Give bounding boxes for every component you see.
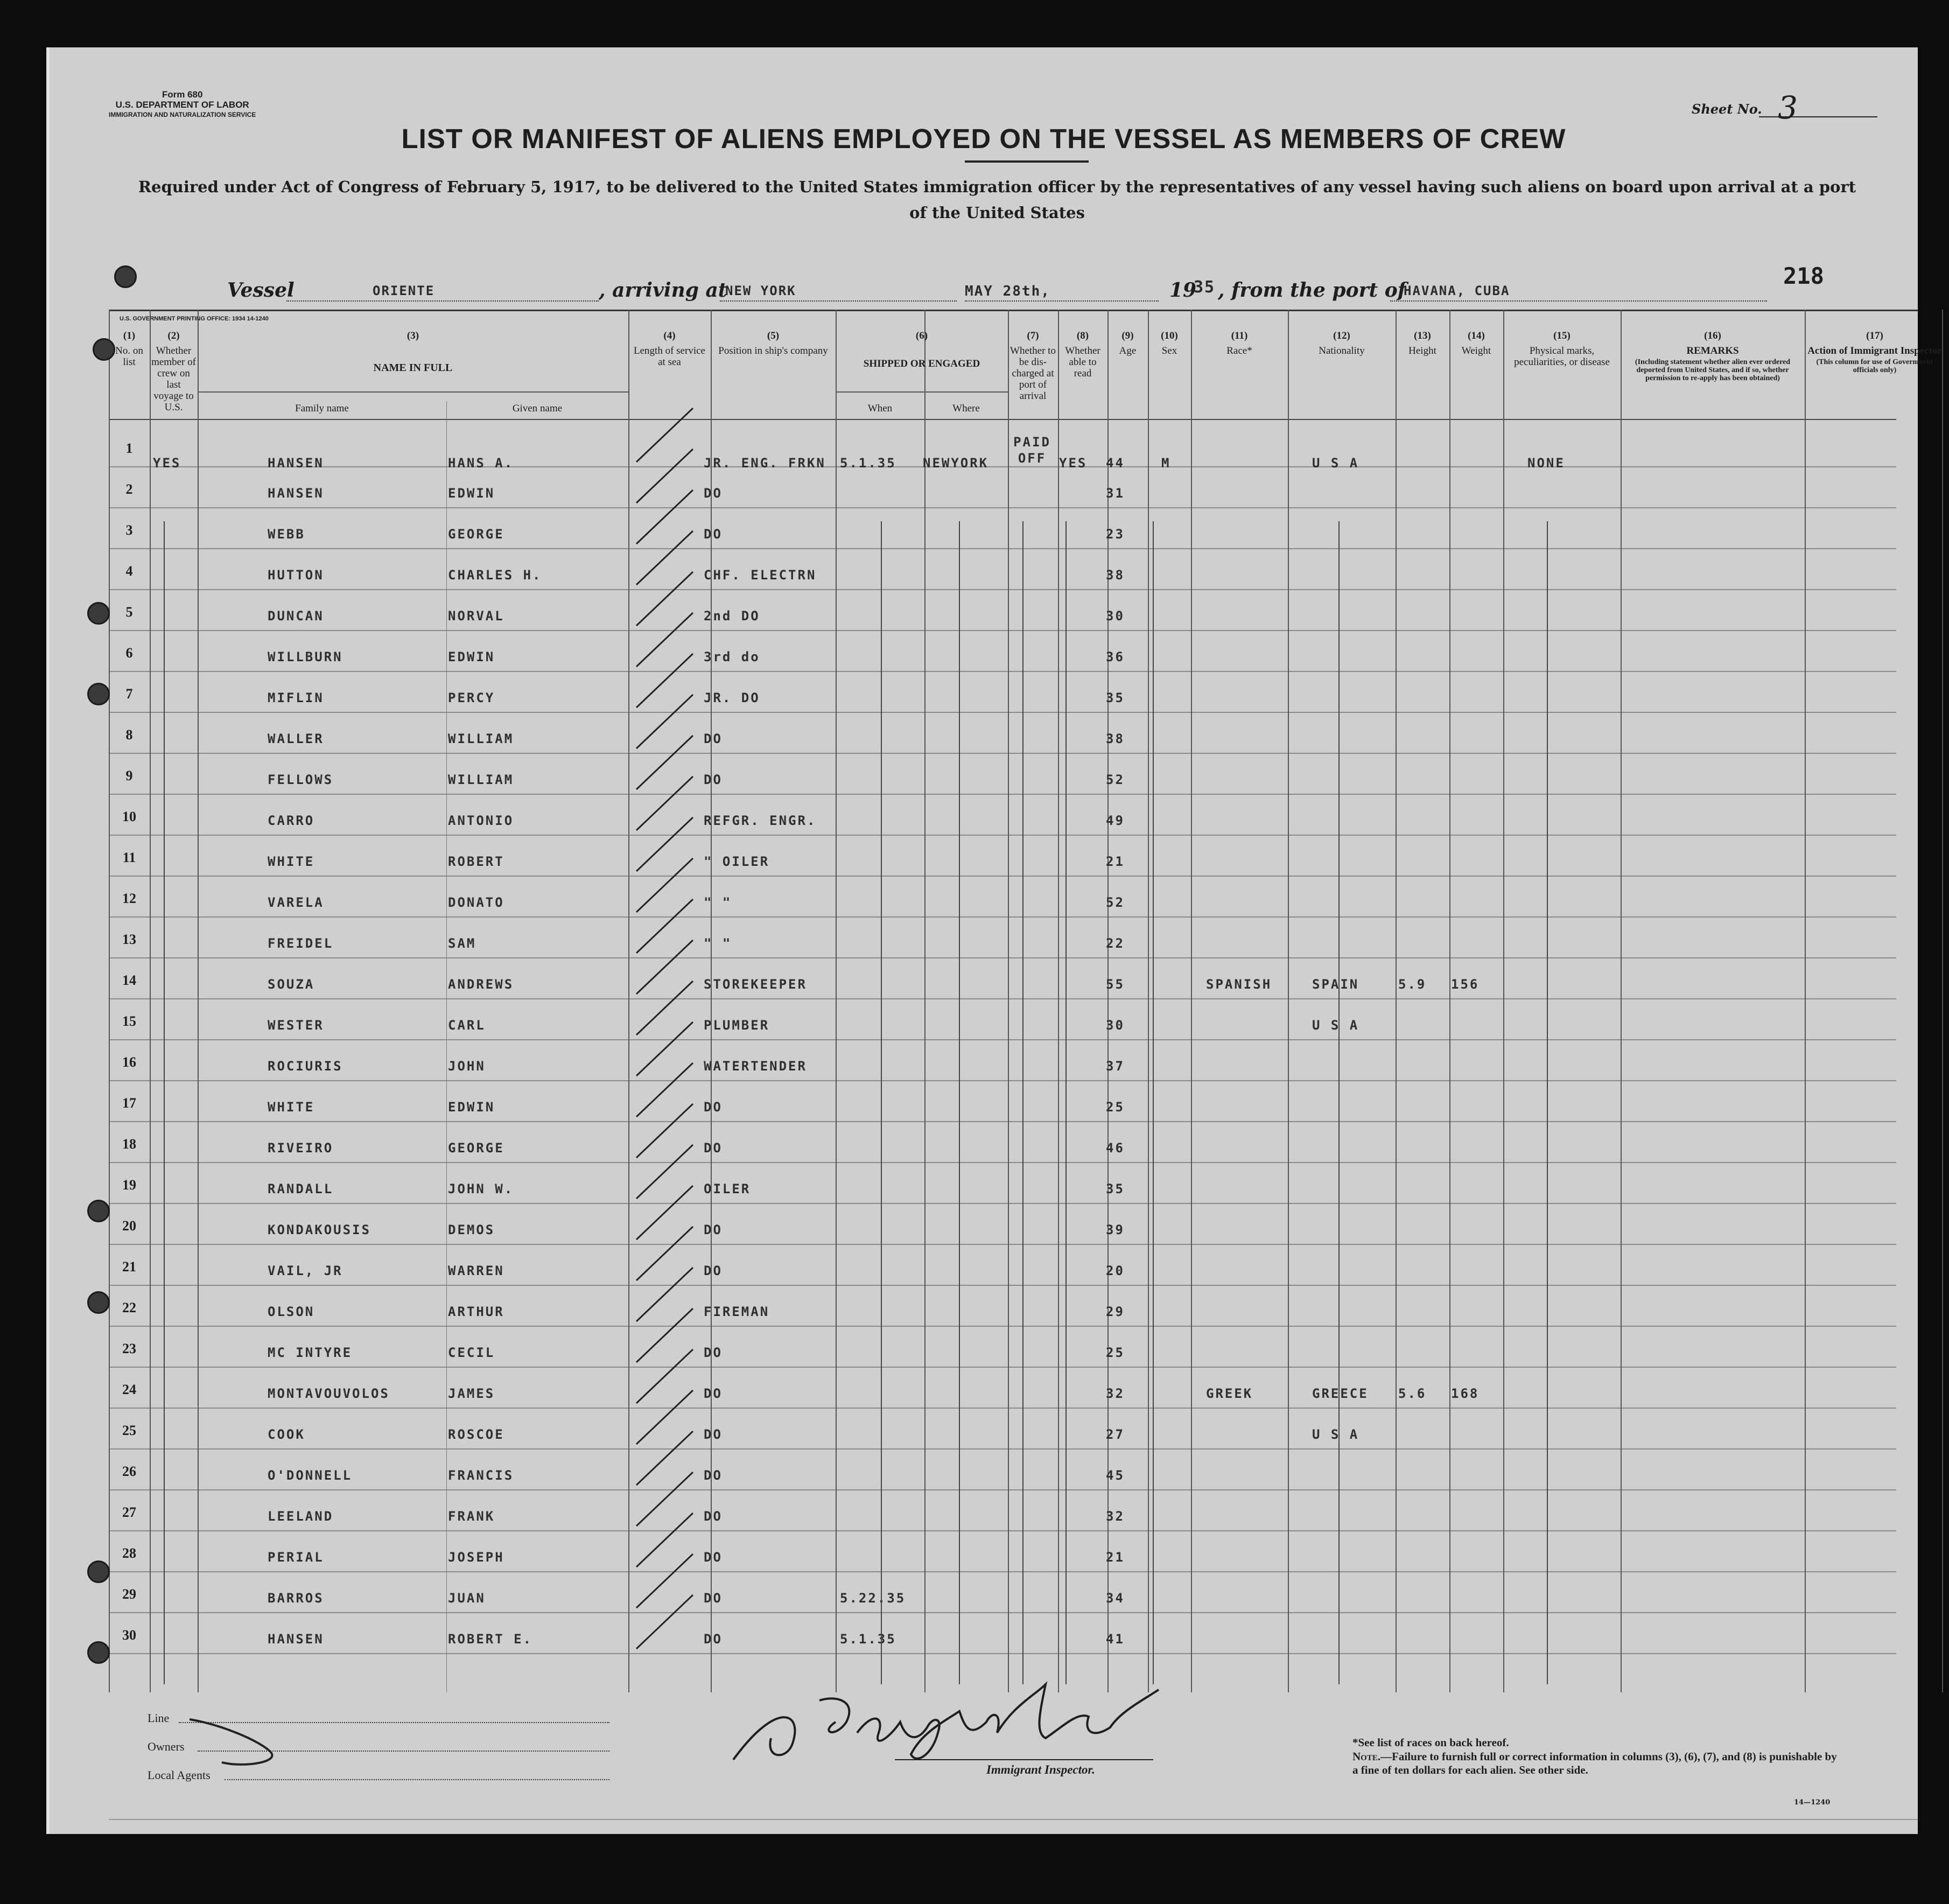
column-header-given-name: Given name xyxy=(512,403,563,414)
row-number: 7 xyxy=(125,686,133,702)
family-name: WHITE xyxy=(268,854,315,869)
column-header-when: When xyxy=(867,403,893,414)
age: 38 xyxy=(1106,731,1125,746)
table-row xyxy=(50,1136,1918,1177)
nationality: SPAIN xyxy=(1312,977,1359,992)
column-header-label: No. on list xyxy=(115,345,143,368)
table-row xyxy=(50,645,1918,686)
column-header-label: Race* xyxy=(1226,345,1252,356)
position: DO xyxy=(704,1140,723,1156)
age: 22 xyxy=(1106,936,1125,951)
form-code: 14—1240 xyxy=(1794,1798,1831,1807)
column-number: (12) xyxy=(1333,330,1350,341)
punch-hole xyxy=(87,1200,110,1222)
position: OILER xyxy=(704,1181,751,1196)
nationality: GREECE xyxy=(1312,1386,1369,1401)
from-port-label: , from the port of xyxy=(1218,279,1406,302)
crew-last-voyage: YES xyxy=(153,456,181,471)
sex: M xyxy=(1161,456,1171,471)
family-name: VARELA xyxy=(268,895,324,910)
column-number: (13) xyxy=(1414,330,1431,341)
column-header-sublabel: (This column for use of Government officials only) xyxy=(1816,358,1933,374)
age: 36 xyxy=(1106,649,1125,664)
position: DO xyxy=(704,1222,723,1237)
age: 35 xyxy=(1106,690,1125,705)
family-name: COOK xyxy=(268,1427,305,1442)
row-number: 6 xyxy=(125,645,133,661)
age: 52 xyxy=(1106,772,1125,787)
races-note: *See list of races on back hereof. xyxy=(1352,1736,1509,1749)
form-number: Form 680 xyxy=(162,89,203,100)
age: 32 xyxy=(1106,1509,1125,1524)
column-number: (5) xyxy=(767,330,780,341)
penalty-note xyxy=(1352,1750,1837,1777)
age: 29 xyxy=(1106,1304,1125,1319)
height: 5.6 xyxy=(1398,1386,1427,1401)
able-to-read: YES xyxy=(1059,456,1088,471)
age: 23 xyxy=(1106,527,1125,542)
age: 39 xyxy=(1106,1222,1125,1237)
position: JR. ENG. FRKN xyxy=(704,456,826,471)
position: DO xyxy=(704,1509,723,1524)
row-number: 1 xyxy=(125,440,133,456)
family-name: FELLOWS xyxy=(268,772,334,787)
position: STOREKEEPER xyxy=(704,977,807,992)
position: DO xyxy=(704,1345,723,1360)
family-name: BARROS xyxy=(268,1591,324,1606)
given-name: ANDREWS xyxy=(448,977,514,992)
given-name: HANS A. xyxy=(448,456,514,471)
arrival-date: MAY 28th, xyxy=(965,283,1050,299)
column-number: (16) xyxy=(1704,330,1721,341)
family-name: WALLER xyxy=(268,731,324,746)
shipped-header-rule xyxy=(836,391,1008,393)
row-number: 24 xyxy=(122,1382,136,1397)
age: 52 xyxy=(1106,895,1125,910)
position: DO xyxy=(704,1591,723,1606)
row-number: 9 xyxy=(125,768,133,783)
column-header-label: Height xyxy=(1408,345,1436,356)
family-name: LEELAND xyxy=(268,1509,334,1524)
given-name: CHARLES H. xyxy=(448,568,542,583)
age: 46 xyxy=(1106,1140,1125,1156)
row-number: 29 xyxy=(122,1586,136,1602)
position: WATERTENDER xyxy=(704,1059,807,1074)
family-name: DUNCAN xyxy=(268,608,324,624)
table-row xyxy=(50,1423,1918,1464)
sheet-number-value: 3 xyxy=(1778,89,1798,126)
shipped-when: 5.1.35 xyxy=(840,456,896,471)
family-name: WILLBURN xyxy=(268,649,343,664)
position: DO xyxy=(704,1427,723,1442)
row-number: 19 xyxy=(122,1177,136,1193)
nationality: U S A xyxy=(1312,1427,1359,1442)
given-name: DONATO xyxy=(448,895,504,910)
row-number: 26 xyxy=(122,1464,136,1479)
column-number: (17) xyxy=(1866,330,1883,341)
row-number: 14 xyxy=(122,972,136,988)
column-number: (10) xyxy=(1161,330,1178,341)
age: 27 xyxy=(1106,1427,1125,1442)
owners-label: Owners xyxy=(148,1740,185,1753)
age: 37 xyxy=(1106,1059,1125,1074)
given-name: JOSEPH xyxy=(448,1550,504,1565)
column-header-label: Weight xyxy=(1461,345,1491,356)
given-name: EDWIN xyxy=(448,649,495,664)
position: DO xyxy=(704,1550,723,1565)
punch-hole xyxy=(87,1560,110,1583)
column-header-label: Whether member of crew on last voyage to U.S. xyxy=(151,345,196,413)
shipped-when: 5.1.35 xyxy=(840,1632,896,1647)
row-number: 22 xyxy=(122,1300,136,1315)
family-name: HANSEN xyxy=(268,486,324,501)
table-row xyxy=(50,481,1918,522)
position: FIREMAN xyxy=(704,1304,770,1319)
row-number: 21 xyxy=(122,1259,136,1275)
given-name: WILLIAM xyxy=(448,772,514,787)
service-name: IMMIGRATION AND NATURALIZATION SERVICE xyxy=(109,111,256,118)
table-row xyxy=(50,563,1918,604)
table-row xyxy=(50,686,1918,727)
weight: 168 xyxy=(1451,1386,1480,1401)
column-header-shipped: SHIPPED OR ENGAGED xyxy=(863,358,980,369)
family-name: RANDALL xyxy=(268,1181,334,1196)
vessel-label: Vessel xyxy=(227,279,295,302)
column-number: (6) xyxy=(915,330,928,341)
column-header-label: Sex xyxy=(1161,345,1177,356)
family-name: HANSEN xyxy=(268,456,324,471)
owners-scribble xyxy=(179,1709,308,1773)
family-name: PERIAL xyxy=(268,1550,324,1565)
position: DO xyxy=(704,1386,723,1401)
age: 34 xyxy=(1106,1591,1125,1606)
age: 35 xyxy=(1106,1181,1125,1196)
family-name: FREIDEL xyxy=(268,936,334,951)
row-number: 10 xyxy=(122,809,136,824)
position: DO xyxy=(704,1468,723,1483)
given-name: CARL xyxy=(448,1018,486,1033)
table-row xyxy=(50,1464,1918,1504)
race: SPANISH xyxy=(1206,977,1272,992)
note-text: —Failure to furnish full or correct information in columns (3), (6), (7), and (8) is punishable by a fine of ten dollars for each alien. See other side. xyxy=(1352,1750,1837,1776)
row-number: 18 xyxy=(122,1136,136,1152)
row-number: 2 xyxy=(125,481,133,497)
local-agents-label: Local Agents xyxy=(148,1768,211,1782)
bottom-rule xyxy=(109,1819,1918,1820)
physical-marks: NONE xyxy=(1527,456,1565,471)
table-row xyxy=(50,1341,1918,1382)
note-label: Note. xyxy=(1352,1750,1381,1763)
family-name: WEBB xyxy=(268,527,305,542)
age: 41 xyxy=(1106,1632,1125,1647)
row-number: 8 xyxy=(125,727,133,743)
title-underline xyxy=(965,160,1089,163)
printer-note: U.S. GOVERNMENT PRINTING OFFICE: 1934 14-1240 xyxy=(120,316,269,322)
column-header-family-name: Family name xyxy=(295,403,349,414)
table-row xyxy=(50,1218,1918,1259)
stamped-page-number: 218 xyxy=(1783,263,1824,289)
given-name: JUAN xyxy=(448,1591,486,1606)
position: " " xyxy=(704,936,732,951)
line-label: Line xyxy=(148,1711,170,1725)
shipped-when: 5.22.35 xyxy=(840,1591,906,1606)
name-header-rule xyxy=(198,391,628,393)
punch-hole xyxy=(93,338,115,361)
position: DO xyxy=(704,1100,723,1115)
family-name: MC INTYRE xyxy=(268,1345,353,1360)
age: 31 xyxy=(1106,486,1125,501)
table-row xyxy=(50,1545,1918,1586)
position: JR. DO xyxy=(704,690,760,705)
row-number: 16 xyxy=(122,1054,136,1070)
weight: 156 xyxy=(1451,977,1480,992)
family-name: MIFLIN xyxy=(268,690,324,705)
race: GREEK xyxy=(1206,1386,1253,1401)
row-number: 27 xyxy=(122,1504,136,1520)
position: " " xyxy=(704,895,732,910)
row-number: 17 xyxy=(122,1095,136,1111)
row-number: 25 xyxy=(122,1423,136,1438)
given-name: JOHN W. xyxy=(448,1181,514,1196)
given-name: NORVAL xyxy=(448,608,504,624)
table-row xyxy=(50,932,1918,972)
age: 25 xyxy=(1106,1345,1125,1360)
table-row xyxy=(50,809,1918,850)
given-name: ROBERT xyxy=(448,854,504,869)
column-header-label: Action of Immigrant Inspector xyxy=(1807,345,1942,356)
punch-hole xyxy=(87,602,110,625)
table-row xyxy=(50,435,1918,481)
given-name: ROSCOE xyxy=(448,1427,504,1442)
age: 45 xyxy=(1106,1468,1125,1483)
age: 55 xyxy=(1106,977,1125,992)
inspector-signature xyxy=(712,1679,1196,1776)
column-header-label: REMARKS xyxy=(1686,345,1739,356)
column-number: (7) xyxy=(1027,330,1039,341)
vessel-name-line xyxy=(286,284,599,302)
given-name: JAMES xyxy=(448,1386,495,1401)
row-number: 28 xyxy=(122,1545,136,1561)
position: PLUMBER xyxy=(704,1018,770,1033)
punch-hole xyxy=(87,1291,110,1314)
sheet-number-underline xyxy=(1759,116,1877,117)
punch-hole xyxy=(87,1641,110,1664)
shipped-where: NEWYORK xyxy=(923,456,989,471)
age: 30 xyxy=(1106,1018,1125,1033)
punch-hole xyxy=(87,683,110,705)
table-row xyxy=(50,1300,1918,1341)
table-row xyxy=(50,1627,1918,1668)
position: DO xyxy=(704,731,723,746)
column-number: (4) xyxy=(663,330,676,341)
department-name: U.S. DEPARTMENT OF LABOR xyxy=(115,100,249,110)
given-name: DEMOS xyxy=(448,1222,495,1237)
column-number: (11) xyxy=(1231,330,1248,341)
family-name: WHITE xyxy=(268,1100,315,1115)
age: 49 xyxy=(1106,813,1125,828)
table-row xyxy=(50,1586,1918,1627)
age: 20 xyxy=(1106,1263,1125,1278)
age: 30 xyxy=(1106,608,1125,624)
family-name: HANSEN xyxy=(268,1632,324,1647)
position: DO xyxy=(704,1263,723,1278)
column-header-label: Age xyxy=(1119,345,1137,356)
age: 21 xyxy=(1106,854,1125,869)
age: 21 xyxy=(1106,1550,1125,1565)
column-header-name-in-full: NAME IN FULL xyxy=(373,362,453,374)
given-name: FRANK xyxy=(448,1509,495,1524)
family-name: WESTER xyxy=(268,1018,324,1033)
year-label: 19 xyxy=(1169,279,1197,302)
column-header-label: Length of service at sea xyxy=(634,345,705,368)
row-number: 15 xyxy=(122,1013,136,1029)
column-header-label: Position in ship's company xyxy=(718,345,828,356)
nationality: U S A xyxy=(1312,1018,1359,1033)
column-rule xyxy=(1942,310,1943,1692)
given-name: ANTONIO xyxy=(448,813,514,828)
page-subtitle: Required under Act of Congress of February 5, 1917, to be delivered to the United States immigration officer by the representatives of any vessel having such aliens on board upon arrival at a port of the United States xyxy=(138,178,1856,222)
table-row xyxy=(50,727,1918,768)
position: REFGR. ENGR. xyxy=(704,813,817,828)
family-name: CARRO xyxy=(268,813,315,828)
position: DO xyxy=(704,772,723,787)
arriving-port: NEW YORK xyxy=(725,283,796,298)
column-header-label: Physical marks, peculiarities, or disease xyxy=(1514,345,1610,368)
row-number: 5 xyxy=(125,604,133,620)
manifest-sheet xyxy=(46,47,1942,1834)
table-row xyxy=(50,1259,1918,1300)
row-number: 30 xyxy=(122,1627,136,1643)
position: CHF. ELECTRN xyxy=(704,568,817,583)
given-name: GEORGE xyxy=(448,1140,504,1156)
table-row xyxy=(50,522,1918,563)
family-name: OLSON xyxy=(268,1304,315,1319)
position: DO xyxy=(704,486,723,501)
table-row xyxy=(50,1382,1918,1423)
position: DO xyxy=(704,1632,723,1647)
table-row xyxy=(50,972,1918,1013)
height: 5.9 xyxy=(1398,977,1427,992)
row-number: 11 xyxy=(122,850,136,865)
family-name: O'DONNELL xyxy=(268,1468,353,1483)
local-agents-field xyxy=(225,1779,609,1780)
table-row xyxy=(50,1013,1918,1054)
discharged-at-port: PAID OFF xyxy=(1013,435,1051,466)
given-name: ROBERT E. xyxy=(448,1632,533,1647)
row-number: 13 xyxy=(122,932,136,947)
form-identifier xyxy=(109,89,256,120)
inspector-label: Immigrant Inspector. xyxy=(986,1763,1095,1776)
age: 25 xyxy=(1106,1100,1125,1115)
table-row xyxy=(50,604,1918,645)
row-number: 3 xyxy=(125,522,133,538)
column-number: (2) xyxy=(167,330,180,341)
age: 38 xyxy=(1106,568,1125,583)
family-name: MONTAVOUVOLOS xyxy=(268,1386,390,1401)
table-row xyxy=(50,1054,1918,1095)
family-name: SOUZA xyxy=(268,977,315,992)
table-top-rule xyxy=(109,310,1918,311)
family-name: RIVEIRO xyxy=(268,1140,334,1156)
family-name: KONDAKOUSIS xyxy=(268,1222,371,1237)
year-value: 35 xyxy=(1194,278,1216,297)
given-name: CECIL xyxy=(448,1345,495,1360)
age: 32 xyxy=(1106,1386,1125,1401)
given-name: SAM xyxy=(448,936,476,951)
given-name: WARREN xyxy=(448,1263,504,1278)
given-name: FRANCIS xyxy=(448,1468,514,1483)
table-row xyxy=(50,1095,1918,1136)
column-header-label: Nationality xyxy=(1319,345,1365,356)
position: 3rd do xyxy=(704,649,760,664)
column-number: (15) xyxy=(1553,330,1571,341)
family-name: VAIL, JR xyxy=(268,1263,343,1278)
row-number: 20 xyxy=(122,1218,136,1234)
punch-hole xyxy=(114,265,137,288)
column-header-label: Whether able to read xyxy=(1065,345,1100,379)
nationality: U S A xyxy=(1312,456,1359,471)
family-name: HUTTON xyxy=(268,568,324,583)
sheet-number-label: Sheet No. xyxy=(1692,101,1762,117)
age: 44 xyxy=(1106,456,1125,471)
column-number: (9) xyxy=(1121,330,1134,341)
arriving-label: , arriving at xyxy=(599,279,727,302)
column-header-label: Whether to be dis-charged at port of arrival xyxy=(1010,345,1056,402)
position: 2nd DO xyxy=(704,608,760,624)
table-row xyxy=(50,1504,1918,1545)
row-number: 23 xyxy=(122,1341,136,1356)
row-number: 12 xyxy=(122,891,136,906)
column-number: (1) xyxy=(123,330,136,341)
table-row xyxy=(50,1177,1918,1218)
column-number: (3) xyxy=(406,330,419,341)
given-name: JOHN xyxy=(448,1059,486,1074)
header-bottom-rule xyxy=(109,419,1896,420)
column-header-where: Where xyxy=(952,403,980,414)
given-name: PERCY xyxy=(448,690,495,705)
family-name: ROCIURIS xyxy=(268,1059,343,1074)
given-name: EDWIN xyxy=(448,1100,495,1115)
given-name: GEORGE xyxy=(448,527,504,542)
column-header-sublabel: (Including statement whether alien ever ordered deported from United States, and if so, whether permission to re-apply has been obtained) xyxy=(1635,358,1791,382)
table-row xyxy=(50,768,1918,809)
table-row xyxy=(50,891,1918,932)
given-name: EDWIN xyxy=(448,486,495,501)
departure-port: HAVANA, CUBA xyxy=(1404,283,1510,298)
given-name: ARTHUR xyxy=(448,1304,504,1319)
page-title: LIST OR MANIFEST OF ALIENS EMPLOYED ON THE VESSEL AS MEMBERS OF CREW xyxy=(401,123,1566,154)
vessel-name: ORIENTE xyxy=(373,283,435,298)
position: DO xyxy=(704,527,723,542)
table-row xyxy=(50,850,1918,891)
column-number: (8) xyxy=(1076,330,1089,341)
row-number: 4 xyxy=(125,563,133,579)
column-number: (14) xyxy=(1468,330,1485,341)
given-name: WILLIAM xyxy=(448,731,514,746)
position: " OILER xyxy=(704,854,770,869)
